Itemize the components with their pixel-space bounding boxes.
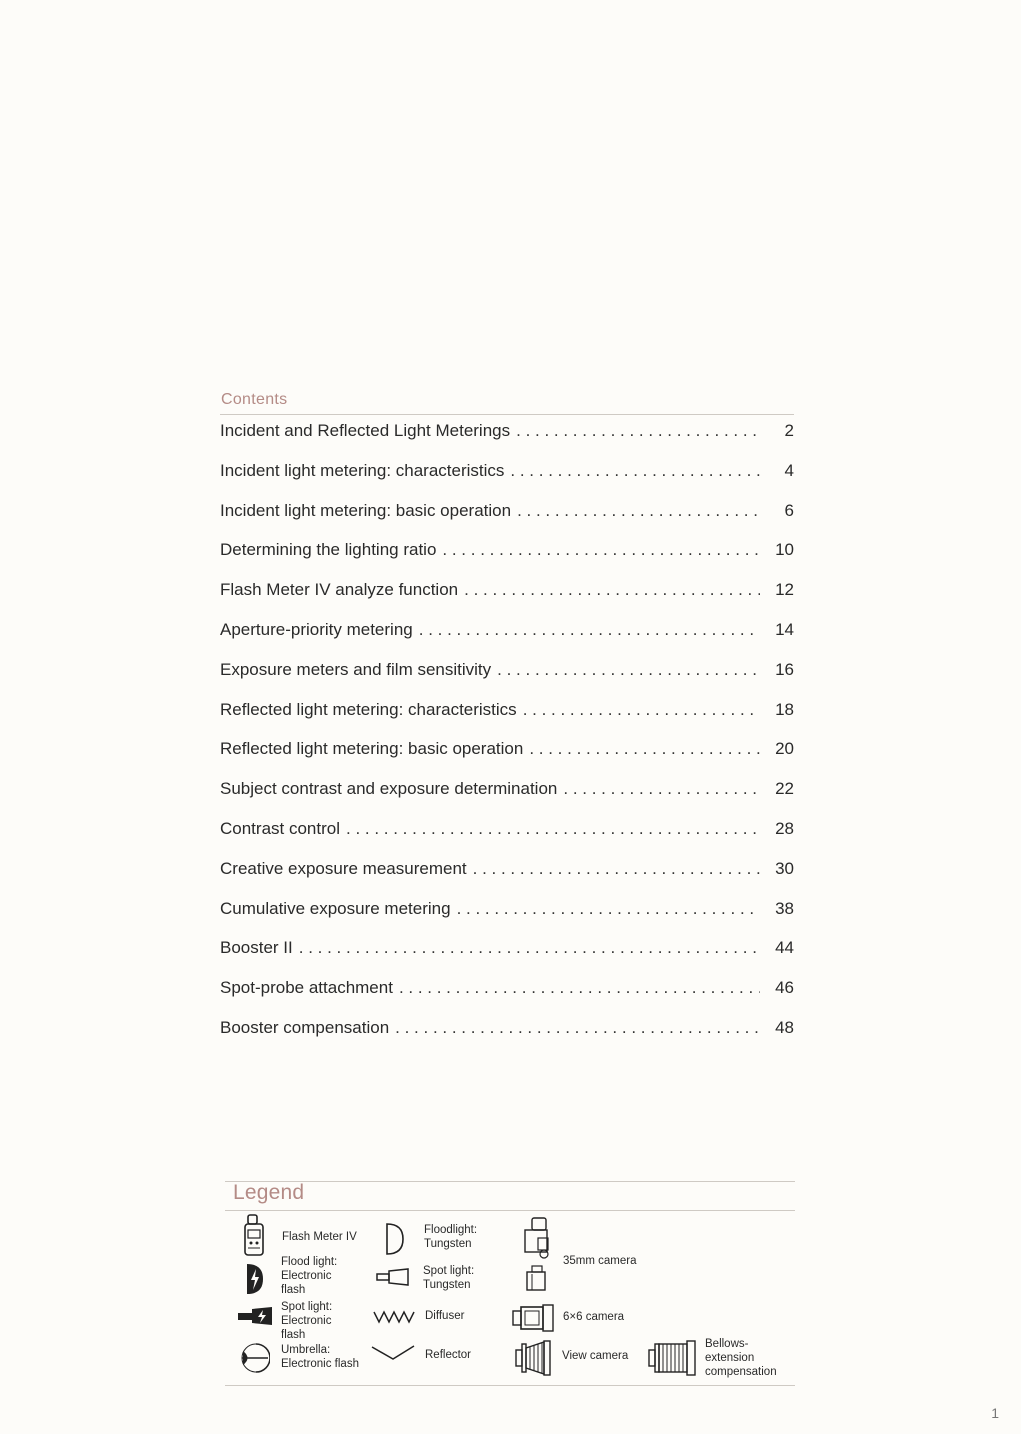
- flood-flash-icon: [245, 1262, 265, 1296]
- toc-entry: [216, 975, 796, 1015]
- toc-entry-title: Flash Meter IV analyze function: [220, 580, 459, 600]
- floodlight-tungsten-icon: [385, 1222, 405, 1256]
- toc-entry-page: 46: [775, 978, 794, 998]
- toc-entry-title: Subject contrast and exposure determination: [220, 779, 558, 799]
- toc-entry-title: Creative exposure measurement: [220, 858, 467, 878]
- toc-entry: [216, 935, 796, 975]
- diffuser-icon: [373, 1310, 417, 1324]
- toc-leader-dots: [399, 975, 760, 1001]
- legend-heading: Legend: [233, 1181, 305, 1204]
- toc-entry: [216, 498, 796, 538]
- reflector-icon: [371, 1344, 415, 1362]
- page-number: 1: [991, 1405, 999, 1421]
- toc-entry: [216, 816, 796, 856]
- contents-rule: [220, 414, 794, 415]
- flash-meter-icon: [243, 1214, 265, 1256]
- toc-entry: [216, 617, 796, 657]
- toc-entry-page: 22: [775, 779, 794, 799]
- toc-entry: [216, 1015, 796, 1055]
- legend-label-6x6-camera: 6×6 camera: [563, 1311, 625, 1323]
- legend-label-spot-flash: Spot light: Electronic flash: [281, 1301, 333, 1341]
- toc-entry-page: 28: [775, 818, 794, 838]
- toc-entry-page: 2: [784, 421, 794, 440]
- camera-6x6-icon: [512, 1303, 554, 1333]
- toc-entry-page: 44: [775, 938, 794, 958]
- toc-leader-dots: [529, 736, 760, 762]
- toc-entry: [216, 537, 796, 577]
- toc-entry: [216, 697, 796, 737]
- toc-leader-dots: [516, 418, 760, 444]
- toc-entry-title: Cumulative exposure metering: [220, 898, 451, 918]
- toc-leader-dots: [523, 697, 760, 723]
- legend-heading-rule: [225, 1210, 795, 1211]
- toc-entry: [216, 657, 796, 697]
- toc-entry-title: Aperture-priority metering: [220, 619, 413, 639]
- toc-entry-title: Determining the lighting ratio: [220, 540, 437, 560]
- toc-entry-page: 16: [775, 659, 794, 679]
- toc-entry-page: 48: [775, 1017, 794, 1037]
- umbrella-icon: [240, 1342, 270, 1374]
- toc-leader-dots: [464, 577, 760, 603]
- toc-leader-dots: [457, 896, 760, 922]
- legend-bottom-rule: [225, 1385, 795, 1386]
- spot-flash-icon: [238, 1306, 274, 1326]
- toc-entry-title: Booster compensation: [220, 1017, 390, 1037]
- toc-leader-dots: [563, 776, 760, 802]
- legend-label-flood-flash: Flood light: Electronic flash: [281, 1256, 338, 1296]
- toc-entry: [216, 736, 796, 776]
- toc-entry-title: Incident light metering: basic operation: [220, 500, 512, 520]
- toc-entry-page: 10: [775, 540, 794, 560]
- toc-entry-title: Incident and Reflected Light Meterings: [220, 421, 511, 440]
- legend-label-bellows: Bellows- extension compensation: [705, 1338, 777, 1378]
- table-of-contents: [216, 418, 796, 1055]
- bellows-icon: [648, 1340, 698, 1376]
- legend-label-35mm-camera: 35mm camera: [563, 1255, 637, 1267]
- toc-entry-page: 4: [784, 460, 794, 480]
- toc-entry-page: 12: [775, 580, 794, 600]
- contents-heading: Contents: [221, 391, 288, 408]
- toc-leader-dots: [517, 498, 760, 524]
- toc-entry-title: Spot-probe attachment: [220, 978, 393, 998]
- toc-entry: [216, 856, 796, 896]
- toc-entry: [216, 418, 796, 458]
- toc-entry-title: Booster II: [220, 938, 293, 958]
- legend-label-flash-meter: Flash Meter IV: [282, 1231, 357, 1243]
- toc-leader-dots: [395, 1015, 760, 1041]
- legend-label-diffuser: Diffuser: [425, 1310, 465, 1322]
- toc-entry-page: 6: [784, 500, 794, 520]
- toc-entry: [216, 776, 796, 816]
- legend-top-rule: [225, 1181, 795, 1182]
- legend-label-view-camera: View camera: [562, 1350, 629, 1362]
- view-camera-icon: [515, 1340, 553, 1376]
- legend-label-reflector: Reflector: [425, 1349, 472, 1361]
- toc-entry-page: 30: [775, 858, 794, 878]
- toc-entry: [216, 458, 796, 498]
- toc-entry: [216, 577, 796, 617]
- toc-leader-dots: [473, 856, 760, 882]
- legend-label-spotlight-tungsten: Spot light: Tungsten: [423, 1265, 475, 1291]
- toc-leader-dots: [299, 935, 760, 961]
- toc-entry-title: Contrast control: [220, 818, 340, 838]
- toc-leader-dots: [346, 816, 760, 842]
- toc-leader-dots: [442, 537, 760, 563]
- toc-entry-page: 18: [775, 699, 794, 719]
- toc-entry-title: Reflected light metering: basic operation: [220, 739, 524, 759]
- toc-leader-dots: [510, 458, 760, 484]
- toc-leader-dots: [497, 657, 760, 683]
- toc-entry-title: Reflected light metering: characteristics: [220, 699, 517, 719]
- toc-leader-dots: [419, 617, 760, 643]
- legend-label-umbrella: Umbrella: Electronic flash: [281, 1344, 359, 1370]
- spotlight-tungsten-icon: [376, 1268, 410, 1286]
- toc-entry-page: 20: [775, 739, 794, 759]
- toc-entry-page: 14: [775, 619, 794, 639]
- toc-entry-page: 38: [775, 898, 794, 918]
- toc-entry-title: Incident light metering: characteristics: [220, 460, 505, 480]
- legend-label-floodlight-tungsten: Floodlight: Tungsten: [424, 1224, 478, 1250]
- toc-entry: [216, 896, 796, 936]
- camera-35mm-icon: [522, 1216, 552, 1292]
- toc-entry-title: Exposure meters and film sensitivity: [220, 659, 492, 679]
